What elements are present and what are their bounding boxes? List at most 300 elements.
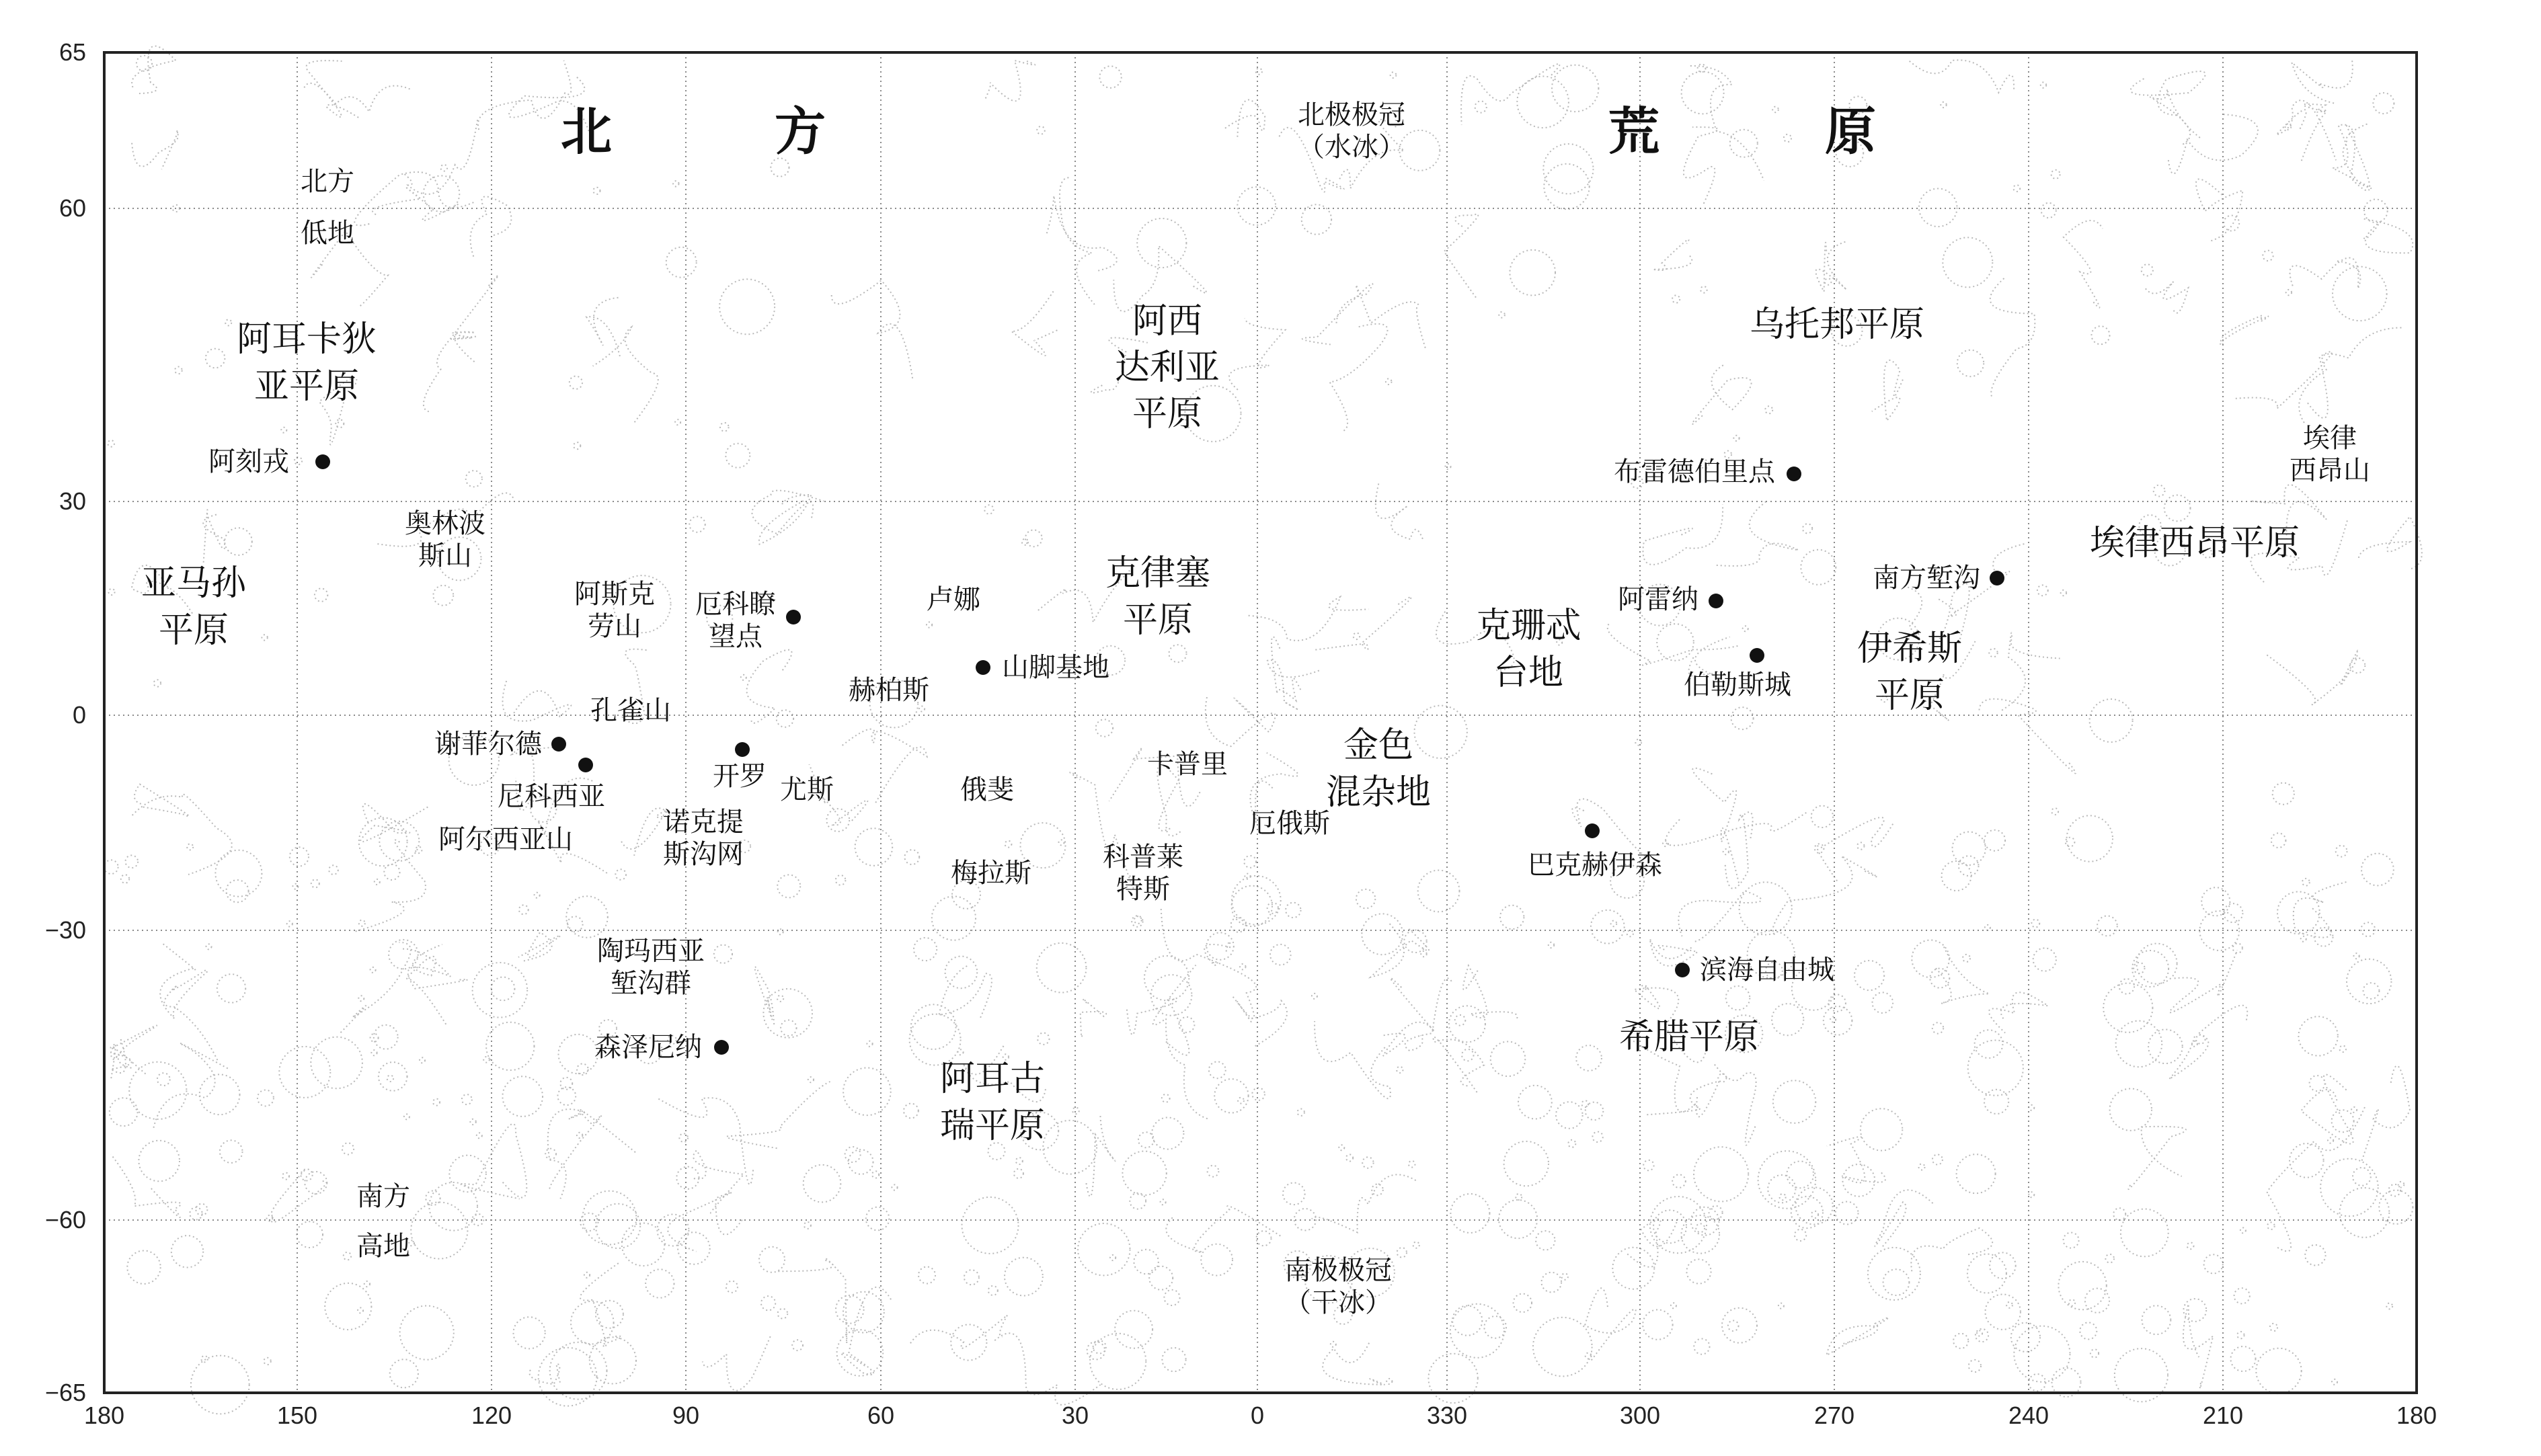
label-hebes: 赫柏斯 [849,675,929,706]
ridge-mark [1376,483,1423,539]
ridge-mark [373,187,459,220]
ridge-mark [203,510,225,564]
crater-mark [1162,1348,1185,1371]
x-tick: 180 [83,1402,125,1429]
crater-mark [1941,102,1946,108]
crater-mark [914,938,937,961]
crater-mark [2286,290,2292,295]
ridge-mark [1381,978,1434,1056]
ridge-mark [2292,60,2352,104]
ridge-mark [1461,64,1560,125]
crater-mark [761,1296,775,1310]
crater-mark [2113,1208,2125,1220]
crater-mark [2006,1302,2012,1308]
settlement-dot [1990,571,2004,585]
ridge-mark [747,650,792,723]
ridge-mark [132,130,178,169]
crater-mark [1257,1231,1272,1246]
label-north-huang: 荒 [1608,102,1659,161]
ridge-mark [580,1262,621,1347]
crater-mark [1252,1088,1265,1100]
label-south-cap-sub: （干冰） [1284,1287,1392,1318]
crater-mark [1968,1041,2023,1096]
crater-mark [1362,1157,1373,1168]
ridge-mark [1934,946,1990,1004]
settlement-label-2: 望点 [709,621,763,652]
crater-mark [2354,953,2359,959]
crater-mark [1694,1339,1709,1354]
crater-mark [1455,1015,1466,1026]
crater-mark [1801,550,1836,585]
crater-mark [673,181,678,186]
crater-mark [2234,1288,2250,1303]
crater-mark [1657,624,1694,661]
ridge-mark [548,1109,586,1199]
ridge-mark [1646,1081,1719,1117]
crater-mark [2013,185,2020,192]
crater-mark [1930,969,1949,988]
crater-mark [1723,849,1729,854]
label-hellas: 希腊平原 [1618,1017,1760,1057]
crater-mark [1302,204,1331,234]
crater-mark [364,1281,370,1287]
crater-mark [121,875,129,883]
crater-mark [1134,1250,1158,1274]
crater-mark [792,1340,803,1350]
crater-mark [358,996,364,1001]
crater-mark [1072,1108,1079,1115]
crater-mark [676,1167,699,1189]
crater-mark [568,916,583,932]
ridge-mark [2294,881,2349,937]
crater-mark [2224,216,2239,231]
crater-mark [2336,846,2347,857]
crater-mark [305,1172,327,1194]
crater-mark [2231,1346,2256,1371]
crater-mark [560,1078,572,1090]
x-tick: 60 [867,1402,895,1429]
crater-mark [1510,250,1555,296]
crater-mark [1208,1166,1219,1177]
crater-mark [519,905,529,914]
crater-mark [2119,979,2134,994]
crater-mark [1475,101,1487,112]
ridge-mark [593,327,658,422]
label-north-fang: 方 [775,102,826,161]
settlement-label: 谢菲尔德 [434,729,542,760]
ridge-mark [1815,241,1846,292]
crater-mark [1672,295,1680,302]
crater-mark [1568,1140,1575,1147]
ridge-mark [1653,239,1692,270]
x-axis [84,1402,2437,1429]
ridge-mark [2265,651,2357,704]
crater-mark [1151,975,1192,1016]
crater-mark [1842,1164,1875,1197]
crater-mark [1240,964,1245,969]
crater-mark [1043,1121,1097,1174]
crater-mark [2090,699,2133,742]
crater-mark [225,319,231,325]
crater-mark [1354,633,1360,640]
crater-mark [904,850,919,864]
ridge-mark [752,491,824,534]
label-luna: 卢娜 [927,584,980,615]
crater-mark [1386,1379,1392,1384]
crater-mark [206,349,225,368]
crater-mark [1611,921,1617,927]
crater-mark [1963,955,1970,962]
crater-mark [577,1133,582,1138]
crater-mark [1270,944,1291,965]
crater-mark [1499,1200,1537,1238]
settlement-dot [1787,467,1801,481]
crater-mark [1975,1030,2003,1058]
crater-mark [1078,1223,1130,1275]
crater-mark [441,165,448,171]
crater-mark [1976,1329,1988,1342]
settlement-label: 阿雷纳 [1618,584,1698,615]
settlement-arena [1618,584,1723,615]
settlement-label: 山脚基地 [1002,652,1109,683]
label-elysium-mons: 埃律 [2303,423,2357,454]
crater-mark [1556,1102,1583,1129]
crater-mark [359,818,407,866]
ridge-mark [2064,220,2103,308]
label-elysium-planitia: 埃律西昂平原 [2089,523,2300,563]
crater-mark [1549,942,1554,948]
crater-mark [301,1169,312,1180]
x-tick: 210 [2202,1402,2244,1429]
ridge-mark [424,275,498,411]
crater-mark [1536,1231,1555,1250]
crater-mark [1959,856,1979,876]
ridge-mark [1070,772,1134,891]
ridge-mark [1463,965,1518,1018]
ridge-mark [1666,812,1807,846]
crater-mark [904,1104,918,1119]
crater-mark [666,247,697,278]
crater-mark [1214,1079,1248,1113]
crater-mark [258,1090,274,1106]
ridge-mark [1643,504,1723,565]
crater-mark [919,706,925,712]
crater-mark [1854,961,1884,990]
crater-mark [477,1133,482,1138]
crater-mark [1795,1229,1806,1241]
crater-mark [191,1356,249,1414]
crater-mark [2148,1030,2183,1064]
ridge-mark [1911,1228,1992,1273]
crater-mark [1037,126,1045,134]
label-pavonis: 孔雀山 [590,695,671,726]
settlement-dot [315,454,330,469]
crater-mark [329,865,338,875]
crater-mark [2237,1332,2244,1338]
crater-mark [110,1098,138,1126]
settlement-dot [976,660,990,675]
crater-mark [1286,903,1300,918]
crater-mark [2361,854,2394,886]
crater-mark [2103,983,2152,1033]
crater-mark [1765,406,1772,413]
crater-mark [416,847,422,854]
ridge-mark [986,60,1035,101]
crater-mark [281,428,286,433]
crater-mark [584,1272,590,1278]
y-tick: 60 [58,194,86,222]
ridge-mark [306,60,358,118]
label-olympus-2: 斯山 [418,540,472,571]
crater-mark [927,622,932,627]
ridge-mark [1330,324,1388,431]
crater-mark [1244,856,1256,868]
ridge-mark [1225,99,1265,139]
crater-mark [1110,1255,1116,1260]
label-amazonis: 亚马孙 [141,563,247,604]
ridge-mark [550,1109,637,1188]
ridge-mark [518,932,560,961]
crater-mark [1643,1160,1653,1170]
label-ius: 尤斯 [780,774,834,805]
crater-mark [1130,1193,1146,1209]
crater-mark [1919,1164,1925,1170]
crater-mark [190,1207,202,1219]
label-coprates: 科普莱 [1103,842,1183,873]
crater-mark [1038,1033,1049,1045]
crater-mark [1449,1006,1485,1042]
crater-mark [1037,943,1087,993]
settlement-nicosia [498,758,605,812]
ridge-mark [693,1150,744,1213]
y-tick: 30 [58,487,86,515]
crater-mark [2267,1222,2275,1229]
crater-mark [719,279,775,334]
crater-mark [1977,1331,1982,1336]
ridge-mark [271,1170,326,1223]
crater-mark [1984,830,2005,851]
crater-mark [2328,1138,2333,1143]
crater-mark [287,921,292,926]
crater-mark [1312,994,1317,999]
crater-mark [200,1074,240,1115]
ridge-mark [451,332,476,362]
crater-mark [958,1049,964,1055]
crater-mark [984,505,993,514]
settlement-dot [735,742,750,757]
crater-mark [2386,1303,2392,1309]
label-elysium-mons-2: 西昂山 [2290,455,2370,486]
settlement-south-fossa [1873,563,2004,594]
crater-mark [1985,925,1990,930]
ridge-mark [1650,939,1698,966]
crater-mark [2332,1379,2337,1385]
crater-mark [358,1307,363,1313]
crater-mark [1179,1017,1194,1033]
ridge-mark [2302,104,2327,161]
crater-mark [171,1236,203,1267]
crater-mark [1298,1109,1304,1116]
crater-mark [1969,1360,1981,1372]
crater-mark [910,1014,961,1065]
crater-mark [1682,71,1724,114]
ridge-mark [2196,179,2242,241]
crater-mark [371,1050,377,1055]
ridge-mark [778,1258,847,1343]
crater-mark [1682,1215,1720,1254]
crater-mark [108,589,114,595]
map-frame [104,52,2417,1393]
crater-mark [215,850,262,897]
crater-mark [583,1191,637,1245]
crater-mark [370,967,376,973]
crater-mark [1796,1187,1833,1224]
crater-mark [154,680,161,686]
ridge-mark [1046,196,1117,271]
label-chryse-chaos-2: 混杂地 [1325,772,1432,813]
settlement-label: 阿刻戎 [208,446,289,477]
crater-mark [1733,436,1739,441]
crater-mark [1815,844,1824,853]
crater-mark [1967,1254,2006,1293]
crater-mark [201,1356,207,1362]
crater-mark [678,1232,710,1264]
ridge-mark [1312,1174,1416,1232]
label-noctis-2: 斯沟网 [663,839,744,870]
crater-mark [1989,649,1997,657]
ridge-mark [1990,278,2035,397]
crater-mark [2277,892,2320,934]
crater-mark [1232,886,1272,926]
crater-mark [433,585,453,606]
crater-mark [1090,1334,1146,1389]
ridge-mark [2131,71,2205,115]
crater-mark [1591,910,1625,944]
crater-mark [1372,1184,1383,1196]
crater-mark [1397,1067,1403,1073]
crater-mark [1957,350,1984,376]
crater-mark [129,1062,186,1119]
settlement-dot [1585,823,1600,838]
crater-mark [1780,1194,1786,1200]
ridge-mark [1979,699,2075,774]
crater-mark [1861,1108,1902,1150]
ridge-mark [1153,965,1208,1119]
label-olympus: 奥林波 [405,508,485,539]
crater-mark [1986,1295,2021,1330]
ridge-mark [529,1364,561,1385]
crater-mark [1005,1258,1043,1296]
crater-mark [1238,1098,1244,1104]
x-tick: 180 [2396,1402,2437,1429]
crater-mark [1099,66,1121,87]
crater-mark [462,1094,472,1104]
crater-mark [962,1197,1019,1254]
x-tick: 240 [2008,1402,2049,1429]
label-argyre-2: 瑞平原 [939,1106,1046,1146]
crater-mark [104,860,118,874]
settlement-dot [714,1040,729,1055]
label-arsia: 阿尔西亚山 [438,824,573,855]
crater-mark [139,1141,180,1182]
crater-mark [1772,107,1778,113]
crater-mark [679,1133,688,1142]
crater-mark [2332,1110,2354,1132]
label-capri: 卡普里 [1147,749,1228,780]
crater-mark [1726,986,1750,1010]
ridge-mark [1272,637,1301,700]
crater-mark [571,1301,614,1344]
crater-mark [1694,1147,1748,1201]
crater-mark [622,1223,665,1266]
crater-mark [359,920,365,926]
crater-mark [311,879,319,887]
crater-mark [1932,1155,1943,1165]
ridge-mark [2220,315,2269,346]
crater-mark [1232,876,1281,925]
ridge-mark [1692,365,1751,424]
ridge-mark [2276,100,2336,160]
crater-mark [2154,485,2165,497]
crater-mark [911,1004,956,1049]
crater-mark [1576,1045,1602,1071]
crater-mark [615,869,626,880]
crater-mark [1500,905,1524,929]
crater-mark [1700,286,1707,293]
crater-mark [951,1324,986,1360]
crater-mark [297,1221,323,1248]
crater-mark [1672,1174,1686,1188]
label-northern-lowland: 北方 [301,166,354,197]
crater-mark [1450,1194,1489,1233]
crater-mark [384,864,399,880]
crater-mark [136,56,152,71]
label-acidalia: 阿西 [1132,301,1203,341]
crater-mark [1542,1272,1562,1293]
settlement-label: 布雷德伯里点 [1614,456,1775,487]
crater-mark [726,1281,738,1293]
crater-mark [1932,1022,1943,1033]
crater-mark [1152,1117,1183,1149]
ridge-mark [1872,360,1903,421]
y-tick: −30 [44,916,86,944]
ridge-mark [2169,1006,2247,1080]
crater-mark [1137,218,1186,268]
crater-mark [867,1041,872,1047]
ridge-mark [164,969,217,1060]
label-arcadia: 阿耳卡狄 [236,319,377,360]
crater-mark [1544,164,1589,209]
settlement-dot [1675,963,1690,977]
label-ascraeus: 阿斯克 [574,579,655,610]
crater-mark [1953,1334,1968,1348]
ridge-mark [2301,1074,2353,1143]
ridge-mark [2150,89,2201,144]
settlement-dot [1709,594,1723,608]
crater-mark [1209,1061,1226,1078]
crater-mark [2064,1233,2079,1248]
crater-mark [689,516,705,532]
crater-mark [1517,77,1569,128]
ridge-mark [1678,891,1761,942]
ridge-mark [1444,214,1478,297]
crater-mark [646,1269,674,1297]
crater-mark [187,844,193,850]
x-tick: 30 [1061,1402,1089,1429]
crater-mark [1391,72,1397,78]
ridge-mark [1237,1001,1287,1047]
crater-mark [342,1143,354,1154]
